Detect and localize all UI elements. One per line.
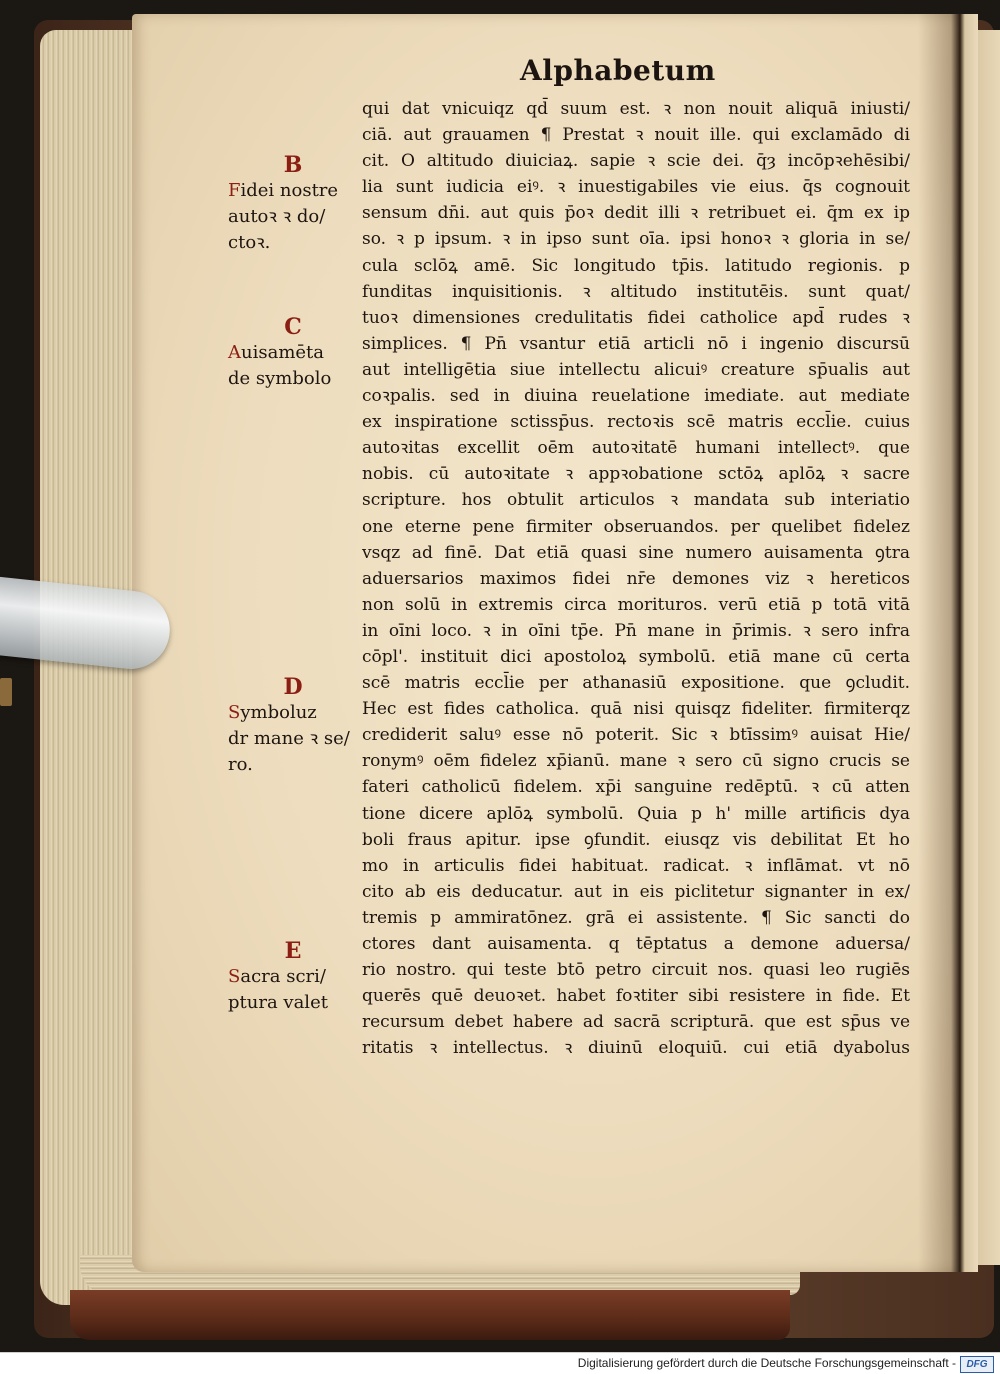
margin-note-line: Symboluz xyxy=(228,702,317,723)
dfg-logo: DFG xyxy=(960,1356,994,1373)
text-line: tuoꝛ dimensiones credulitatis fidei catholice apd̄ rudes ꝛ xyxy=(362,307,910,328)
page-gutter xyxy=(918,14,978,1272)
text-line: cula sclōꝝ amē. Sic longitudo tp̄is. latitudo regionis. p xyxy=(362,255,910,276)
text-line: Hec est fides catholica. quā nisi quisqz fideliter. firmiterqz xyxy=(362,699,910,720)
text-line: so. ꝛ p ipsum. ꝛ in ipso sunt oīa. ipsi honoꝛ ꝛ gloria in se/ xyxy=(362,229,910,250)
text-line: tremis p ammiratōnez. grā ei assistente. ¶ Sic sancti do xyxy=(362,907,910,928)
text-line: boli fraus apitur. ipse ꝯfundit. eiusqz vis debilitat Et ho xyxy=(362,829,910,850)
text-line: aduersarios maximos fidei nr̄e demones viz ꝛ hereticos xyxy=(362,568,910,589)
text-line: funditas inquisitionis. ꝛ altitudo institutēis. sunt quat/ xyxy=(362,281,910,302)
leather-cover xyxy=(70,1290,790,1340)
text-line: fateri catholicū fidelem. xp̄i sanguine redēptū. ꝛ cū atten xyxy=(362,777,910,798)
text-line: tione dicere aplōꝝ symbolū. Quia p h' mille artificis dya xyxy=(362,803,910,824)
text-line: cit. O altitudo diuiciaꝝ. sapie ꝛ scie dei. q̄ȝ incōpꝛehēsibi/ xyxy=(362,151,910,172)
text-line: nobis. cū autoꝛitate ꝛ appꝛobatione sctōꝝ aplōꝝ ꝛ sacre xyxy=(362,464,910,485)
margin-note-line: Fidei nostre xyxy=(228,180,339,201)
text-line: recursum debet habere ad sacrā scripturā. que est sp̄us ve xyxy=(362,1012,910,1033)
text-line: crediderit saluꝰ esse nō poterit. Sic ꝛ btīssimꝰ auisat Hie/ xyxy=(362,725,910,746)
margin-note-e xyxy=(228,938,358,1016)
text-line: aut intelligētia siue intellectu alicuiꝰ creature sp̄ualis aut xyxy=(362,359,910,380)
margin-note-line: ro. xyxy=(228,754,253,775)
text-line: ex inspiratione sctissp̄us. rectoꝛis scē matris eccl̄ie. cuius xyxy=(362,412,910,433)
funding-notice: Digitalisierung gefördert durch die Deutsche Forschungsgemeinschaft - xyxy=(577,1356,956,1370)
text-line: ctores dant auisamenta. q tēptatus a demone aduersa/ xyxy=(362,934,910,954)
text-line: one eterne pene firmiter obseruandos. per quelibet fidelez xyxy=(362,516,910,537)
margin-note-line: de symbolo xyxy=(228,368,332,389)
text-line: scē matris eccl̄ie per athanasiū expositione. que ꝯcludit. xyxy=(362,673,910,694)
text-line: lia sunt iudicia eiꝰ. ꝛ inuestigabiles vie eius. q̄s cognouit xyxy=(362,177,910,198)
text-line: ritatis ꝛ intellectus. ꝛ diuinū eloquiū. cui etiā dyabolus xyxy=(362,1038,910,1059)
running-header: Alphabetum xyxy=(520,54,716,87)
text-line: ronymꝰ oēm fidelez xp̄ianū. mane ꝛ sero cū signo crucis se xyxy=(362,751,910,772)
text-line: rio nostro. qui teste btō petro circuit nos. quasi leo rugiēs xyxy=(362,960,910,981)
text-line: non solū in extremis circa morituros. verū etiā p totā vitā xyxy=(362,594,910,615)
margin-note-line: ptura valet xyxy=(228,992,328,1013)
margin-note-b xyxy=(228,152,358,256)
book-clasp xyxy=(0,678,12,706)
text-line: querēs quē deuoꝛet. habet foꝛtiter sibi resistere in fide. Et xyxy=(362,986,910,1007)
margin-letter: B xyxy=(283,152,303,178)
text-line: qui dat vnicuiqz qd̄ suum est. ꝛ non nouit aliquā iniusti/ xyxy=(362,99,910,119)
text-line: sensum dn̄i. aut quis p̄oꝛ dedit illi ꝛ retribuet ei. q̄m ex ip xyxy=(362,203,910,224)
margin-note-line: ctoꝛ. xyxy=(228,232,271,253)
text-line: cito ab eis deducatur. aut in eis piclitetur signanter in ex/ xyxy=(362,881,910,902)
text-line: scripture. hos obtulit articulos ꝛ mandata sub interiatio xyxy=(362,490,910,511)
text-line: mo in articulis fidei habituat. radicat. ꝛ inflāmat. vt nō xyxy=(362,855,910,876)
margin-letter: E xyxy=(284,938,302,964)
margin-letter: C xyxy=(284,314,302,340)
text-line: cōpl'. instituit dici apostoloꝝ symbolū. etiā mane cū certa xyxy=(362,646,910,667)
text-line: ciā. aut grauamen ¶ Prestat ꝛ nouit ille. qui exclamādo di xyxy=(362,125,910,146)
text-line: coꝛpalis. sed in diuina reuelatione imediate. aut mediate xyxy=(362,386,910,407)
text-line: autoꝛitas excellit oēm autoꝛitatē humani intellectꝰ. que xyxy=(362,438,910,459)
text-line: in oīni loco. ꝛ in oīni tp̄e. Pn̄ mane in p̄rimis. ꝛ sero infra xyxy=(362,620,910,641)
text-line: vsqz ad finē. Dat etiā quasi sine numero auisamenta ꝯtra xyxy=(362,542,910,563)
margin-note-line: Sacra scri/ xyxy=(228,966,326,987)
margin-letter: D xyxy=(283,674,303,700)
main-text-block xyxy=(362,96,910,1061)
margin-note-c xyxy=(228,314,358,392)
footer-bar xyxy=(0,1352,1000,1374)
text-line: simplices. ¶ Pn̄ vsantur etiā articli nō i ingenio discursū xyxy=(362,333,910,354)
margin-note-line: Auisamēta xyxy=(228,342,325,363)
margin-note-line: autoꝛ ꝛ do/ xyxy=(228,206,326,227)
margin-note-d xyxy=(228,674,358,778)
margin-note-line: dr mane ꝛ se/ xyxy=(228,728,350,749)
